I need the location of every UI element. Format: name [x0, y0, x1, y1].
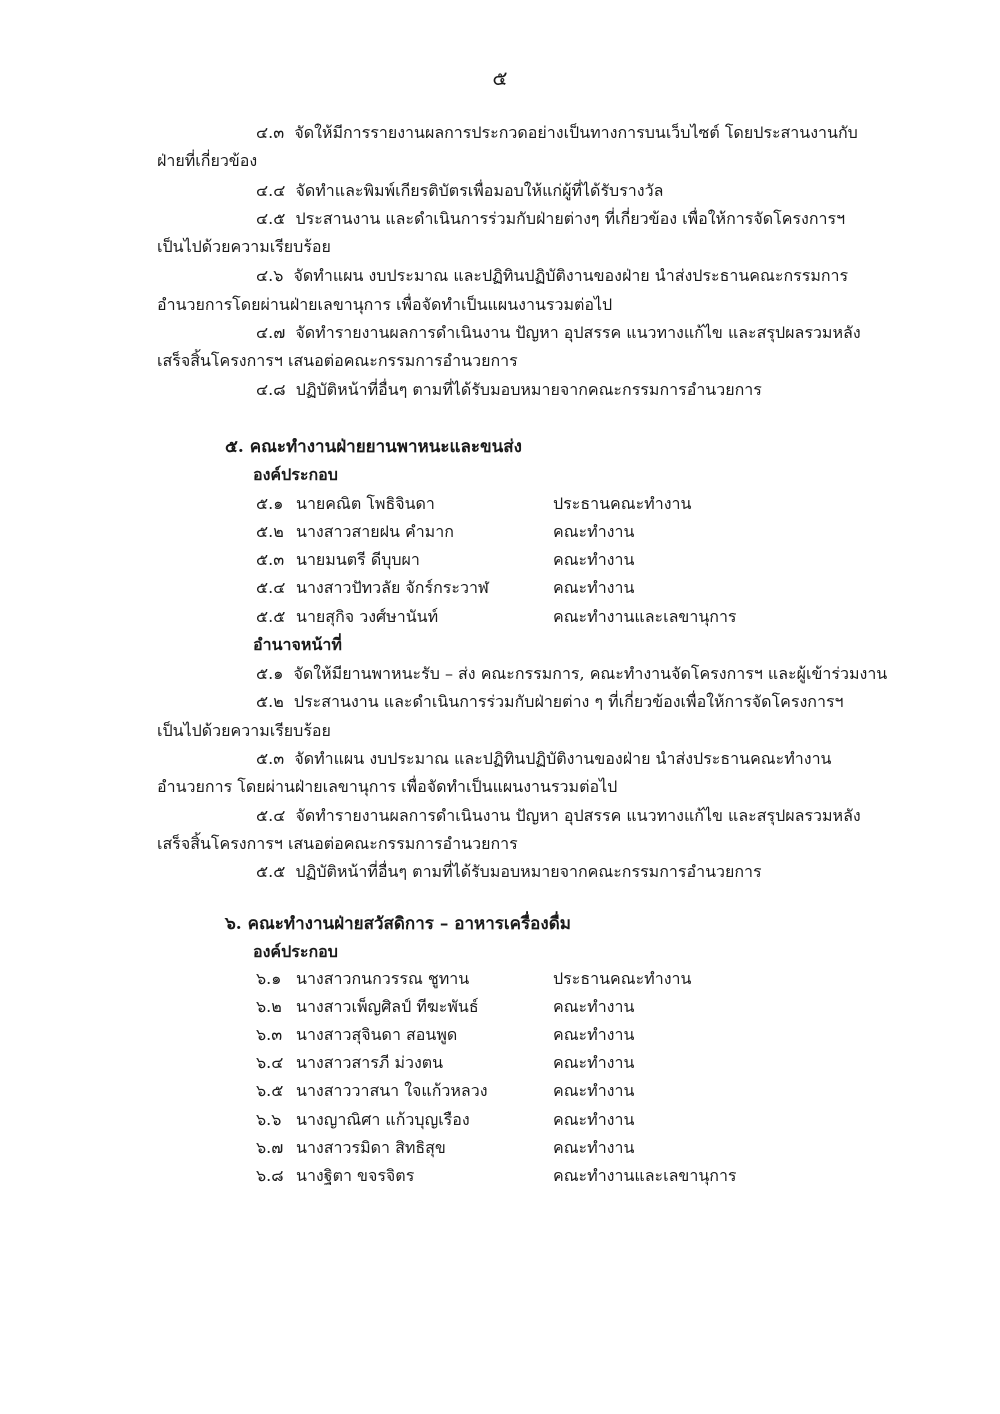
duty-5-2-line1: ๕.๒ ประสานงาน และดำเนินการร่วมกับฝ่ายต่าง ๆ ที่เกี่ยวข้องเพื่อให้การจัดโครงการฯ	[256, 692, 844, 711]
duty-5-3-line1: ๕.๓ จัดทำแผน งบประมาณ และปฏิทินปฏิบัติงานของฝ่าย นำส่งประธานคณะทำงาน	[256, 749, 832, 768]
page-number: ๕	[492, 66, 508, 90]
section-6-member-role: คณะทำงาน	[553, 1081, 635, 1100]
section-5-duties-label: อำนาจหน้าที่	[253, 635, 342, 654]
section-6-member: ๖.๒ นางสาวเพ็ญศิลป์ ทีฆะพันธ์	[256, 997, 479, 1016]
section-6-composition-label: องค์ประกอบ	[253, 942, 338, 961]
duty-5-5-line1: ๕.๕ ปฏิบัติหน้าที่อื่นๆ ตามที่ได้รับมอบหมายจากคณะกรรมการอำนวยการ	[256, 862, 762, 881]
section-5-member-role: คณะทำงาน	[553, 578, 635, 597]
section-6-member-role: คณะทำงาน	[553, 997, 635, 1016]
section-5-member: ๕.๓ นายมนตรี ดีบุบผา	[256, 550, 420, 569]
section-5-member-role: คณะทำงานและเลขานุการ	[553, 607, 737, 626]
section-5-member-role: ประธานคณะทำงาน	[553, 494, 692, 513]
item-4-8-line1: ๔.๘ ปฏิบัติหน้าที่อื่นๆ ตามที่ได้รับมอบหมายจากคณะกรรมการอำนวยการ	[256, 380, 762, 399]
section-6-member-role: คณะทำงานและเลขานุการ	[553, 1166, 737, 1185]
item-4-4-line1: ๔.๔ จัดทำและพิมพ์เกียรติบัตรเพื่อมอบให้แก่ผู้ที่ได้รับรางวัล	[256, 181, 664, 200]
item-4-7-line1: ๔.๗ จัดทำรายงานผลการดำเนินงาน ปัญหา อุปสรรค แนวทางแก้ไข และสรุปผลรวมหลัง	[256, 323, 861, 342]
item-4-5-line2: เป็นไปด้วยความเรียบร้อย	[157, 237, 331, 256]
item-4-5-line1: ๔.๕ ประสานงาน และดำเนินการร่วมกับฝ่ายต่างๆ ที่เกี่ยวข้อง เพื่อให้การจัดโครงการฯ	[256, 209, 846, 228]
section-6-member-role: คณะทำงาน	[553, 1053, 635, 1072]
item-4-6-line2: อำนวยการโดยผ่านฝ่ายเลขานุการ เพื่อจัดทำเป็นแผนงานรวมต่อไป	[157, 295, 613, 314]
section-6-member: ๖.๗ นางสาวรมิดา สิทธิสุข	[256, 1138, 446, 1157]
item-4-3-line1: ๔.๓ จัดให้มีการรายงานผลการประกวดอย่างเป็นทางการบนเว็บไซต์ โดยประสานงานกับ	[256, 123, 858, 142]
section-5-member: ๕.๑ นายคณิต โพธิจินดา	[256, 494, 435, 513]
item-4-3-line2: ฝ่ายที่เกี่ยวข้อง	[157, 151, 258, 170]
section-5-composition-label: องค์ประกอบ	[253, 465, 338, 484]
section-5-member: ๕.๕ นายสุกิจ วงศ์ษานันท์	[256, 607, 439, 626]
item-4-6-line1: ๔.๖ จัดทำแผน งบประมาณ และปฏิทินปฏิบัติงานของฝ่าย นำส่งประธานคณะกรรมการ	[256, 266, 849, 285]
duty-5-2-line2: เป็นไปด้วยความเรียบร้อย	[157, 721, 331, 740]
section-6-member-role: คณะทำงาน	[553, 1138, 635, 1157]
duty-5-4-line1: ๕.๔ จัดทำรายงานผลการดำเนินงาน ปัญหา อุปสรรค แนวทางแก้ไข และสรุปผลรวมหลัง	[256, 806, 861, 825]
section-6-heading: ๖. คณะทำงานฝ่ายสวัสดิการ – อาหารเครื่องดื่ม	[225, 914, 571, 934]
section-6-member: ๖.๔ นางสาวสารภี ม่วงตน	[256, 1053, 444, 1072]
section-6-member: ๖.๓ นางสาวสุจินดา สอนพูด	[256, 1025, 458, 1044]
section-5-member: ๕.๒ นางสาวสายฝน คำมาก	[256, 522, 454, 541]
section-5-member-role: คณะทำงาน	[553, 522, 635, 541]
section-6-member: ๖.๖ นางญาณิศา แก้วบุญเรือง	[256, 1110, 470, 1129]
section-6-member: ๖.๕ นางสาววาสนา ใจแก้วหลวง	[256, 1081, 488, 1100]
section-6-member-role: คณะทำงาน	[553, 1110, 635, 1129]
duty-5-4-line2: เสร็จสิ้นโครงการฯ เสนอต่อคณะกรรมการอำนวยการ	[157, 834, 518, 853]
section-6-member-role: คณะทำงาน	[553, 1025, 635, 1044]
section-5-member: ๕.๔ นางสาวปัทวลัย จักร์กระวาฬ	[256, 578, 489, 597]
section-6-member: ๖.๑ นางสาวกนกวรรณ ชูทาน	[256, 969, 470, 988]
item-4-7-line2: เสร็จสิ้นโครงการฯ เสนอต่อคณะกรรมการอำนวยการ	[157, 351, 518, 370]
duty-5-1-line1: ๕.๑ จัดให้มียานพาหนะรับ – ส่ง คณะกรรมการ, คณะทำงานจัดโครงการฯ และผู้เข้าร่วมงาน	[256, 664, 888, 683]
section-5-member-role: คณะทำงาน	[553, 550, 635, 569]
section-6-member: ๖.๘ นางฐิตา ขจรจิตร	[256, 1166, 415, 1185]
duty-5-3-line2: อำนวยการ โดยผ่านฝ่ายเลขานุการ เพื่อจัดทำเป็นแผนงานรวมต่อไป	[157, 777, 618, 796]
section-5-heading: ๕. คณะทำงานฝ่ายยานพาหนะและขนส่ง	[225, 437, 522, 457]
section-6-member-role: ประธานคณะทำงาน	[553, 969, 692, 988]
